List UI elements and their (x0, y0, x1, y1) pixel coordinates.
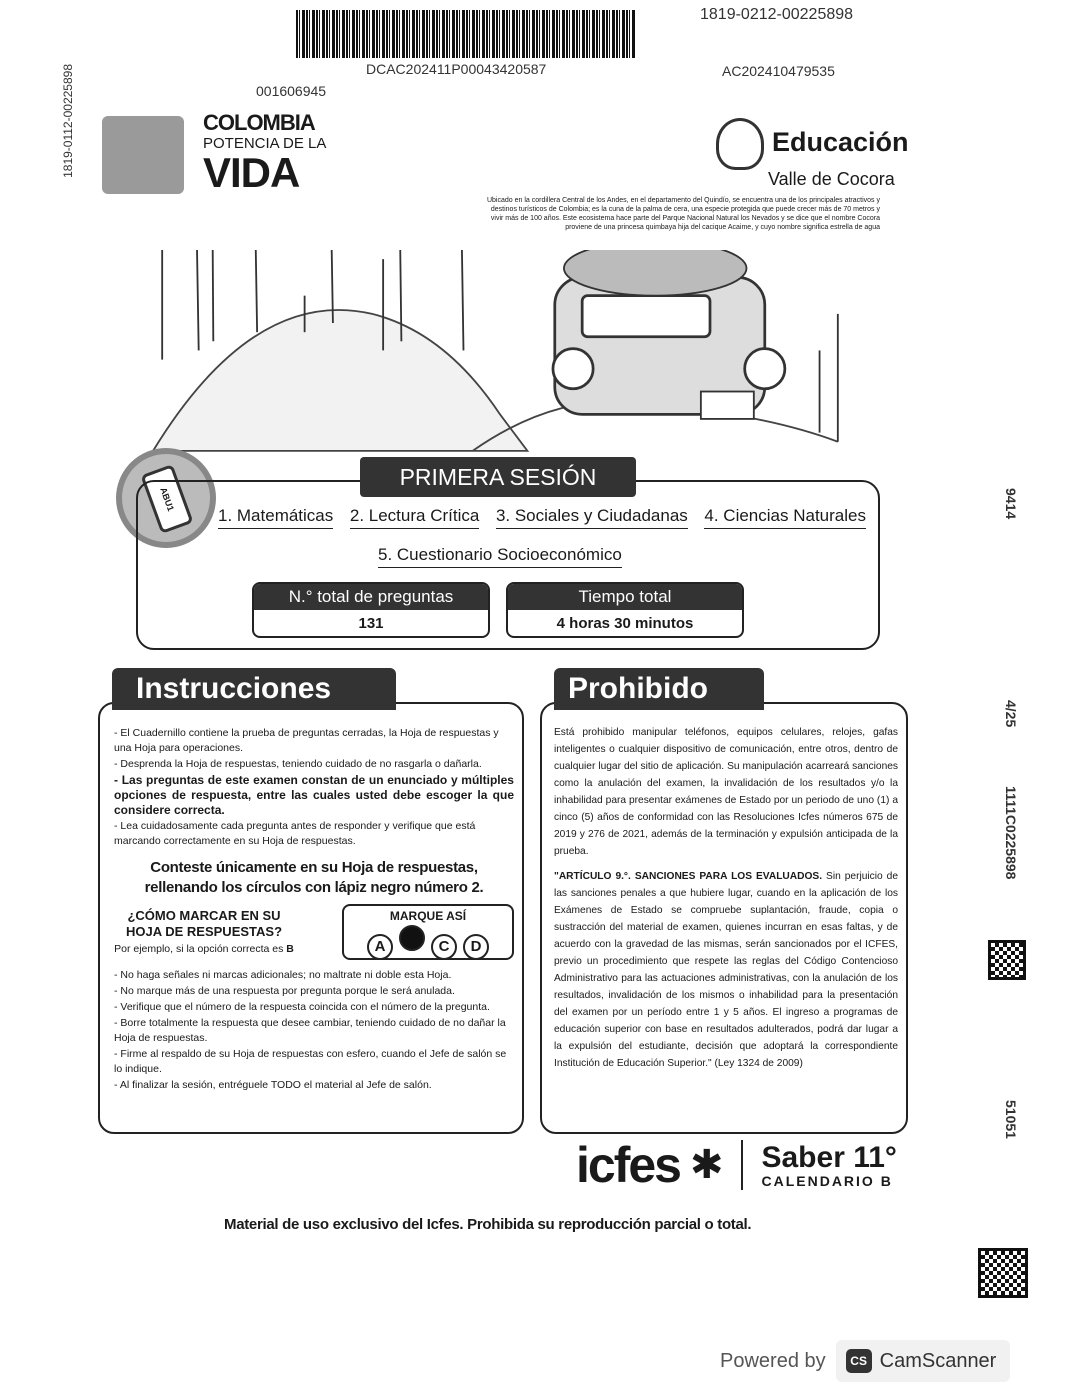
instruction-item: Lea cuidadosamente cada pregunta antes de responder y verifique que está marcando correctamente en su Hoja de respuestas. (114, 820, 476, 847)
how-to-mark (114, 904, 514, 960)
instruction-item: Al finalizar la sesión, entréguele TODO el material al Jefe de salón. (119, 1079, 432, 1091)
barcode-code: DCAC202411P00043420587 (366, 61, 547, 77)
mark-example-box (342, 904, 514, 960)
qr-code (978, 1248, 1028, 1298)
camscanner-footer (720, 1340, 1010, 1382)
prohibido-text (554, 724, 898, 1073)
how-to-mark-title: ¿CÓMO MARCAR EN SU HOJA DE RESPUESTAS? (125, 908, 283, 939)
icfes-logo: icfes (576, 1137, 680, 1193)
subjects-row (218, 506, 866, 529)
place-description: Ubicado en la cordillera Central de los Andes, en el departamento del Quindío, se encuentra una de los principales atractivos y destinos turísticos de Colombia; es la cuna de la palma de cera, una especie protegida que puede crecer más de 70 metros y vivir más de 100 años. Este ecosistema hace parte del Parque Nacional Natural los Nevados y se dice que el nombre Cocora proviene de una princesa quimbaya hija del cacique Acaime, y cuyo nombre significa estrella de agua (486, 197, 880, 231)
time-value: 4 horas 30 minutos (556, 615, 694, 632)
example-text: Por ejemplo, si la opción correcta es (114, 943, 284, 955)
bubble-d: D (463, 934, 489, 960)
coat-of-arms-icon (716, 118, 764, 170)
badge-code: ABU1 (140, 464, 193, 534)
time-total (506, 582, 744, 638)
camscanner-badge (836, 1340, 1010, 1382)
instructions-list: - El Cuadernillo contiene la prueba de preguntas cerradas, la Hoja de respuestas y una Hoja para operaciones. - Desprenda la Hoja de respuestas, teniendo cuidado de no rasgarla o dañarla. - Las preguntas de este examen constan de un enunciado y múltiples opciones de respuesta, entre las cuales usted debe escoger la que considere correcta. - Lea cuidadosamente cada pregunta antes de responder y verifique que está marcando correctamente en su Hoja de respuestas. (114, 727, 514, 847)
brand-line3: VIDA (203, 149, 300, 196)
place-title: Valle de Cocora (768, 169, 895, 189)
subject-3: 3. Sociales y Ciudadanas (496, 506, 688, 529)
how-to-mark-example (114, 943, 294, 956)
instructions-list-2: - No haga señales ni marcas adicionales; no maltrate ni doble esta Hoja. - No marque más de una respuesta por pregunta porque le será anulada. - Verifique que el número de la respuesta coincida con el número de la pregunta. - Borre totalmente la respuesta que desee cambiar, teniendo cuidado de no dañar la Hoja de respuestas. - Firme al respaldo de su Hoja de respuestas con esfero, cuando el Jefe de salón se lo indique. - Al finalizar la sesión, entréguele TODO el material al Jefe de salón. (114, 969, 507, 1091)
brand-line1: COLOMBIA (203, 110, 315, 135)
instruction-item: Firme al respaldo de su Hoja de respuestas con esfero, cuando el Jefe de salón se lo indique. (114, 1048, 507, 1075)
side-number-4: 51051 (1003, 1100, 1019, 1139)
side-number-3: 1111C0225898 (1003, 786, 1019, 880)
side-number-2: 4/25 (1003, 700, 1019, 728)
instruction-item: El Cuadernillo contiene la prueba de preguntas cerradas, la Hoja de respuestas y una Hoja para operaciones. (114, 727, 499, 754)
side-number-1: 9414 (1003, 488, 1019, 520)
questions-value: 131 (358, 615, 384, 632)
instruction-item: Desprenda la Hoja de respuestas, teniendo cuidado de no rasgarla o dañarla. (120, 758, 482, 770)
bubble-a: A (367, 934, 393, 960)
subject-4: 4. Ciencias Naturales (704, 506, 866, 529)
ac-code: AC202410479535 (722, 63, 835, 79)
calendar-label: CALENDARIO B (761, 1172, 893, 1189)
icfes-saber-branding (576, 1137, 897, 1193)
instruction-item: Borre totalmente la respuesta que desee cambiar, teniendo cuidado de no dañar la Hoja de respuestas. (114, 1017, 506, 1044)
answer-sheet-highlight: Conteste únicamente en su Hoja de respuestas, rellenando los círculos con lápiz negro número 2. (144, 859, 484, 896)
bubble-c: C (431, 934, 457, 960)
prohibido-paragraph-2: Sin perjuicio de las sanciones penales a que hubiere lugar, cuando en la aplicación de los Exámenes de Estado se compruebe suplantación, fraude, copia o sustracción del material de examen, quienes incurran en esas faltas, y de acuerdo con la gravedad de las mismas, serán sancionados por el ICFES, previo un procedimiento que respete las reglas del Código Contencioso Administrativo para las actuaciones administrativas, con la anulación de los resultados, invalidación de los mismos o inhabilidad para la presentación del examen por un período entre 1 y 5 años. El ingreso a programas de educación superior con base en resultados adulterados, podrá dar lugar a la expulsión del estudiante, decisión que adoptará la correspondiente Institución de Educación Superior." (Ley 1324 de 2009) (554, 871, 898, 1069)
instruction-item: Las preguntas de este examen constan de un enunciado y múltiples opciones de respuesta, entre las cuales usted debe escoger la que considere correcta. (114, 773, 514, 817)
prohibido-paragraph-1: Está prohibido manipular teléfonos, equipos celulares, relojes, gafas inteligentes o cualquier dispositivo de comunicación, entre otros, dentro de cualquier lugar del sitio de aplicación. Su manipulación acarreará sanciones como la anulación del examen, la invalidación de los resultados y/o la inhabilidad para presentar exámenes de Estado por un periodo de uno (1) a cinco (5) años de conformidad con las Resoluciones Icfes números 675 de 2019 y 276 de 2021, además de la terminación y expulsión anticipada de la prueba. (554, 727, 898, 857)
colombia-logo-icon (102, 116, 184, 194)
icfes-star-icon: ✱ (689, 1143, 724, 1187)
barcode-top-number: 1819-0212-00225898 (700, 6, 854, 23)
cover-illustration (110, 250, 890, 460)
questions-label: N.° total de preguntas (254, 584, 488, 610)
camscanner-label: CamScanner (879, 1349, 997, 1372)
instructions-title: Instrucciones (112, 668, 396, 710)
brand-line2: POTENCIA DE LA (203, 135, 327, 152)
ministry-label: Educación (772, 127, 909, 157)
instruction-item: Verifique que el número de la respuesta coincida con el número de la pregunta. (120, 1001, 490, 1013)
subject-5: 5. Cuestionario Socioeconómico (378, 545, 622, 568)
example-answer: B (286, 943, 294, 955)
bubble-b-filled (399, 925, 425, 951)
questions-total (252, 582, 490, 638)
brand-logo-text (203, 112, 326, 194)
divider (741, 1140, 743, 1190)
how-to-mark-text (114, 908, 294, 956)
time-label: Tiempo total (508, 584, 742, 610)
instruction-item: No marque más de una respuesta por pregunta porque le será anulada. (120, 985, 455, 997)
barcode (296, 10, 636, 58)
session-title: PRIMERA SESIÓN (360, 457, 636, 497)
saber-title: Saber 11° (761, 1140, 897, 1174)
qr-code-small (988, 940, 1026, 980)
article-heading: "ARTÍCULO 9.°. SANCIONES PARA LOS EVALUADOS. (554, 871, 823, 882)
subject-1: 1. Matemáticas (218, 506, 333, 529)
instruction-item: No haga señales ni marcas adicionales; no maltrate ni doble esta Hoja. (120, 969, 452, 981)
mark-label: MARQUE ASÍ (389, 909, 467, 923)
copyright-notice: Material de uso exclusivo del Icfes. Prohibida su reproducción parcial o total. (224, 1216, 752, 1233)
subject-2: 2. Lectura Crítica (350, 506, 479, 529)
booklet-number: 001606945 (256, 83, 327, 99)
side-code-left: 1819-0112-00225898 (61, 64, 75, 178)
instructions-content (114, 726, 514, 1094)
powered-by-label: Powered by (720, 1349, 826, 1372)
prohibido-title: Prohibido (554, 668, 764, 710)
camscanner-logo-icon: CS (846, 1349, 872, 1373)
